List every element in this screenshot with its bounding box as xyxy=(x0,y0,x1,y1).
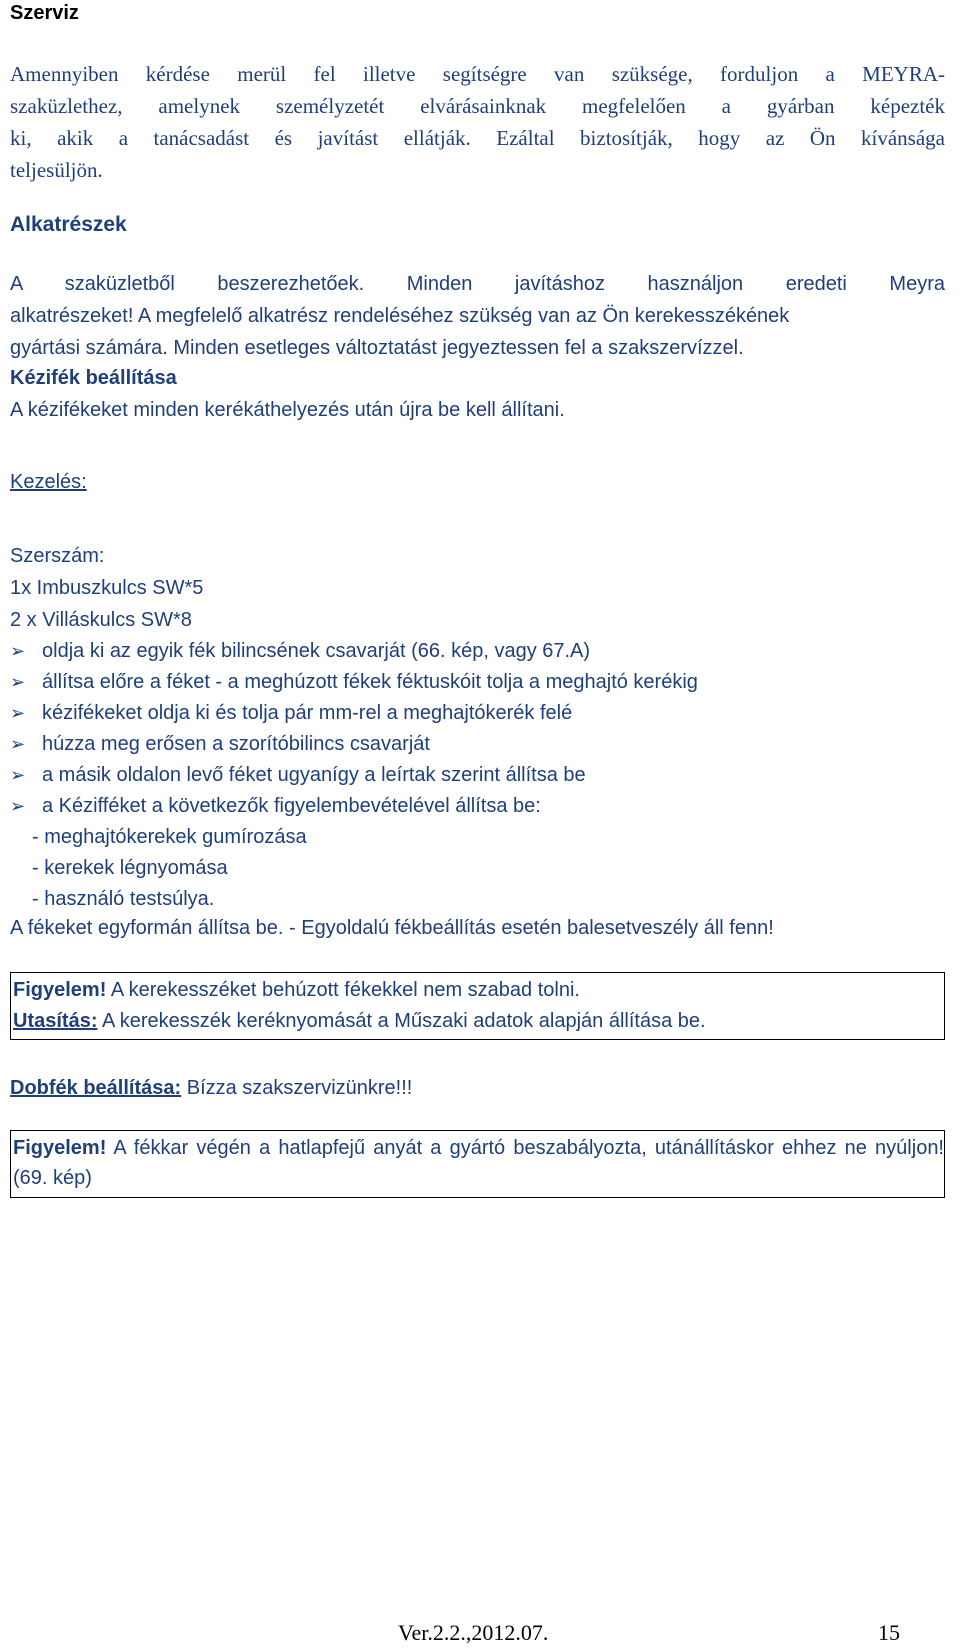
step-item xyxy=(10,667,945,698)
service-paragraph xyxy=(10,58,945,186)
tool-item-1: 1x Imbuszkulcs SW*5 xyxy=(10,577,204,599)
arrowhead-bullet-icon: ➢ xyxy=(10,796,26,816)
instruction-text: A kerekesszék keréknyomását a Műszaki adatok alapján állítása be. xyxy=(97,1010,706,1032)
warning-1-line xyxy=(13,975,944,1006)
service-line-2: szaküzlethez, amelynek személyzetét elvárásainknak megfelelően a gyárban képezték xyxy=(10,94,945,118)
warning-box-2 xyxy=(10,1130,945,1198)
tools-label: Szerszám: xyxy=(10,545,105,567)
step-item xyxy=(10,636,945,667)
step-item xyxy=(10,729,945,760)
parts-line-3: gyártási számára. Minden esetleges változtatást jegyeztessen fel a szakszervízzel. xyxy=(10,337,744,359)
arrowhead-bullet-icon: ➢ xyxy=(10,703,26,723)
handbrake-title: Kézifék beállítása xyxy=(10,367,177,389)
parts-title: Alkatrészek xyxy=(10,213,127,236)
sub-item: - meghajtókerekek gumírozása xyxy=(32,826,307,848)
handling-closing: A fékeket egyformán állítsa be. - Egyoldalú fékbeállítás esetén balesetveszély áll fenn! xyxy=(10,917,774,939)
drum-brake-text: Bízza szakszervizünkre!!! xyxy=(181,1077,413,1099)
sub-item: - kerekek légnyomása xyxy=(32,857,228,879)
drum-brake-line xyxy=(10,1072,412,1104)
sub-item: - használó testsúlya. xyxy=(32,888,215,910)
step-text: húzza meg erősen a szorítóbilincs csavarját xyxy=(42,733,430,755)
warning-2-text: A fékkar végén a hatlapfejű anyát a gyártó beszabályozta, utánállításkor ehhez ne nyúljon! (69. kép) xyxy=(13,1137,944,1189)
footer-version: Ver.2.2.,2012.07. xyxy=(398,1620,549,1645)
step-text: kézifékeket oldja ki és tolja pár mm-rel a meghajtókerék felé xyxy=(42,702,573,724)
parts-line-2: alkatrészeket! A megfelelő alkatrész rendeléséhez szükség van az Ön kerekesszékének xyxy=(10,305,790,327)
parts-line-1: A szaküzletből beszerezhetőek. Minden javításhoz használjon eredeti Meyra xyxy=(10,273,945,295)
steps-list xyxy=(10,636,945,915)
service-line-3: ki, akik a tanácsadást és javítást ellátják. Ezáltal biztosítják, hogy az Ön kívánsága xyxy=(10,126,945,150)
drum-brake-label: Dobfék beállítása: xyxy=(10,1077,182,1099)
arrowhead-bullet-icon: ➢ xyxy=(10,641,26,661)
step-text: oldja ki az egyik fék bilincsének csavarját (66. kép, vagy 67.A) xyxy=(42,640,591,662)
step-item xyxy=(10,698,945,729)
handbrake-text: A kézifékeket minden kerékáthelyezés után újra be kell állítani. xyxy=(10,399,565,421)
warning-text: A kerekesszéket behúzott fékekkel nem szabad tolni. xyxy=(106,979,580,1001)
warning-label: Figyelem! xyxy=(13,979,107,1001)
parts-paragraph xyxy=(10,268,945,364)
step-item xyxy=(10,791,945,822)
instruction-line xyxy=(13,1006,944,1037)
step-item xyxy=(10,760,945,791)
handling-title: Kezelés: xyxy=(10,471,87,493)
arrowhead-bullet-icon: ➢ xyxy=(10,734,26,754)
tool-item-2: 2 x Villáskulcs SW*8 xyxy=(10,609,192,631)
step-text: állítsa előre a féket - a meghúzott fékek féktuskóit tolja a meghajtó kerékig xyxy=(42,671,698,693)
arrowhead-bullet-icon: ➢ xyxy=(10,672,26,692)
step-text: a Kézifféket a következők figyelembevételével állítsa be: xyxy=(42,795,541,817)
warning-box-1 xyxy=(10,972,945,1040)
service-line-1: Amennyiben kérdése merül fel illetve segítségre van szüksége, forduljon a MEYRA- xyxy=(10,62,945,86)
service-line-4: teljesüljön. xyxy=(10,158,103,182)
footer-page-number: 15 xyxy=(878,1620,900,1645)
arrowhead-bullet-icon: ➢ xyxy=(10,765,26,785)
instruction-label: Utasítás: xyxy=(13,1010,98,1032)
step-text: a másik oldalon levő féket ugyanígy a leírtak szerint állítsa be xyxy=(42,764,586,786)
warning-2-label: Figyelem! xyxy=(13,1137,107,1159)
service-title: Szerviz xyxy=(10,2,79,24)
